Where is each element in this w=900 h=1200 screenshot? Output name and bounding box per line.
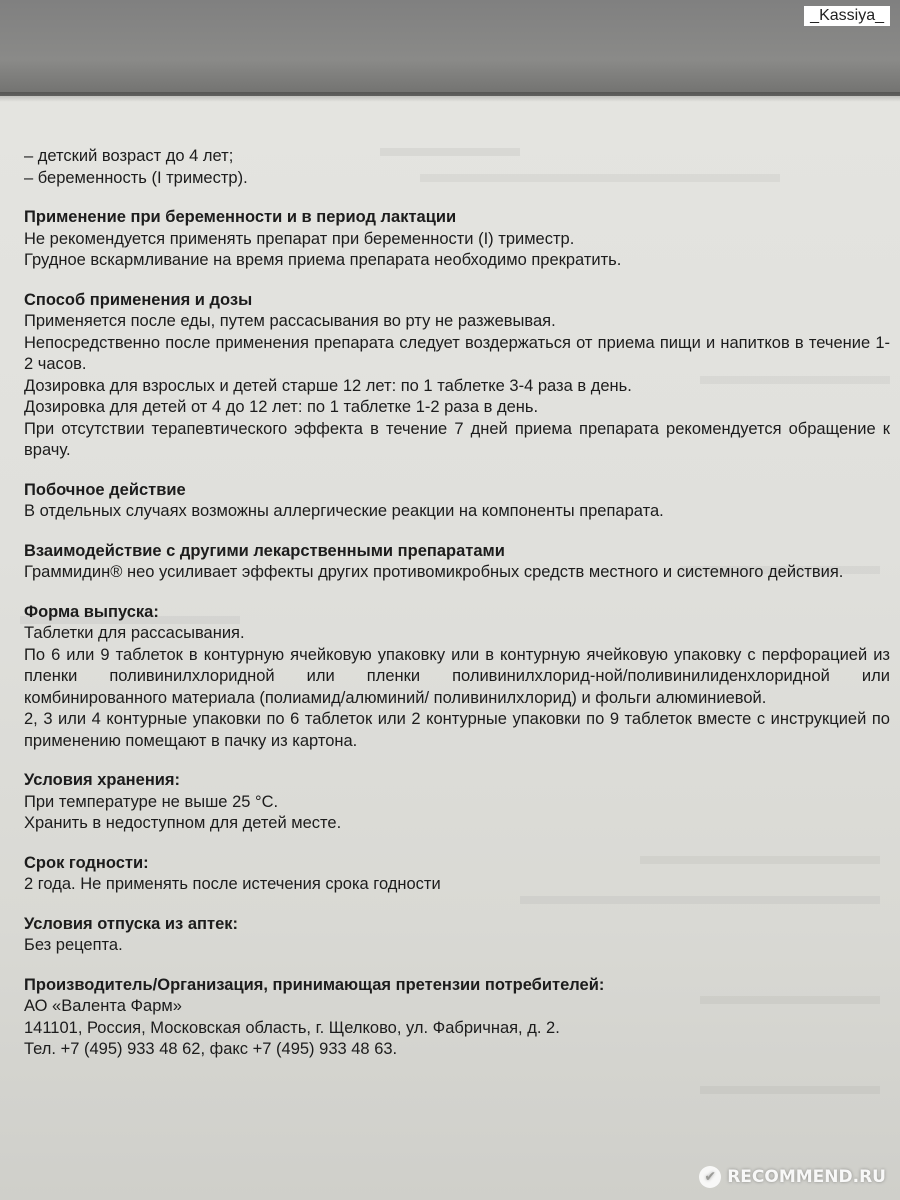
section-line: Непосредственно после применения препарата следует воздержаться от приема пищи и напитков в течение 1-2 часов. [24, 333, 890, 373]
contraindications-tail [24, 146, 890, 189]
section-line: При температуре не выше 25 °С. [24, 792, 279, 811]
section-line: Грудное вскармливание на время приема препарата необходимо прекратить. [24, 251, 622, 269]
leaflet-text [24, 146, 890, 1079]
section-line: При отсутствии терапевтического эффекта в течение 7 дней приема препарата рекомендуется обращение к врачу. [24, 419, 890, 459]
section-line: Дозировка для взрослых и детей старше 12 лет: по 1 таблетке 3-4 раза в день. [24, 376, 632, 395]
manufacturer-section [24, 975, 890, 1061]
storage-section [24, 770, 890, 835]
contraindication-item: – беременность (I триместр). [24, 168, 248, 187]
dosage-section [24, 290, 890, 462]
section-line: В отдельных случаях возможны аллергические реакции на компоненты препарата. [24, 502, 664, 520]
section-heading: Взаимодействие с другими лекарственными препаратами [24, 541, 505, 560]
section-line: Без рецепта. [24, 936, 123, 954]
dispensing-section [24, 914, 890, 957]
section-line: Граммидин® нео усиливает эффекты других противомикробных средств местного и системного действия. [24, 563, 844, 581]
section-heading: Условия хранения: [24, 771, 181, 789]
side-effects-section [24, 480, 890, 523]
bleed-through-mark [700, 1086, 880, 1094]
section-line: Дозировка для детей от 4 до 12 лет: по 1 таблетке 1-2 раза в день. [24, 398, 539, 416]
pregnancy-section [24, 207, 890, 272]
photo-background [0, 0, 900, 100]
section-line: Тел. +7 (495) 933 48 62, факс +7 (495) 933 48 63. [24, 1040, 398, 1058]
contraindication-item: – детский возраст до 4 лет; [24, 147, 234, 165]
site-watermark-label: RECOMMEND.RU [727, 1167, 886, 1187]
release-form-section [24, 602, 890, 753]
interactions-section [24, 541, 890, 584]
section-line: АО «Валента Фарм» [24, 997, 182, 1015]
paper-edge-shadow [0, 92, 900, 102]
shelf-life-section [24, 853, 890, 896]
section-line: По 6 или 9 таблеток в контурную ячейковую упаковку или в контурную ячейковую упаковку с перфорацией из пленки поливинилхлоридной или пленки поливинилхлорид-ной/поливинилиденхлоридной или комбинированного материала (полиамид/алюминий/ поливинилхлорид) и фольги алюминиевой. [24, 645, 890, 707]
section-line: Таблетки для рассасывания. [24, 624, 245, 642]
section-heading: Условия отпуска из аптек: [24, 914, 239, 933]
section-heading: Применение при беременности и в период лактации [24, 208, 457, 226]
section-line: Применяется после еды, путем рассасывания во рту не разжевывая. [24, 312, 556, 330]
recommend-logo-icon: ✔ [699, 1166, 721, 1188]
section-line: 141101, Россия, Московская область, г. Щелково, ул. Фабричная, д. 2. [24, 1018, 560, 1037]
section-line: Не рекомендуется применять препарат при беременности (I) триместр. [24, 229, 575, 248]
section-heading: Срок годности: [24, 853, 149, 872]
section-heading: Производитель/Организация, принимающая претензии потребителей: [24, 975, 605, 994]
section-heading: Способ применения и дозы [24, 290, 253, 309]
section-heading: Побочное действие [24, 480, 186, 499]
section-line: 2, 3 или 4 контурные упаковки по 6 таблеток или 2 контурные упаковки по 9 таблеток вместе с инструкцией по применению помещают в пачку из картона. [24, 710, 890, 750]
section-line: 2 года. Не применять после истечения срока годности [24, 875, 441, 893]
site-watermark [699, 1166, 886, 1188]
section-line: Хранить в недоступном для детей месте. [24, 814, 342, 832]
section-heading: Форма выпуска: [24, 602, 159, 621]
user-watermark: _Kassiya_ [804, 6, 890, 26]
